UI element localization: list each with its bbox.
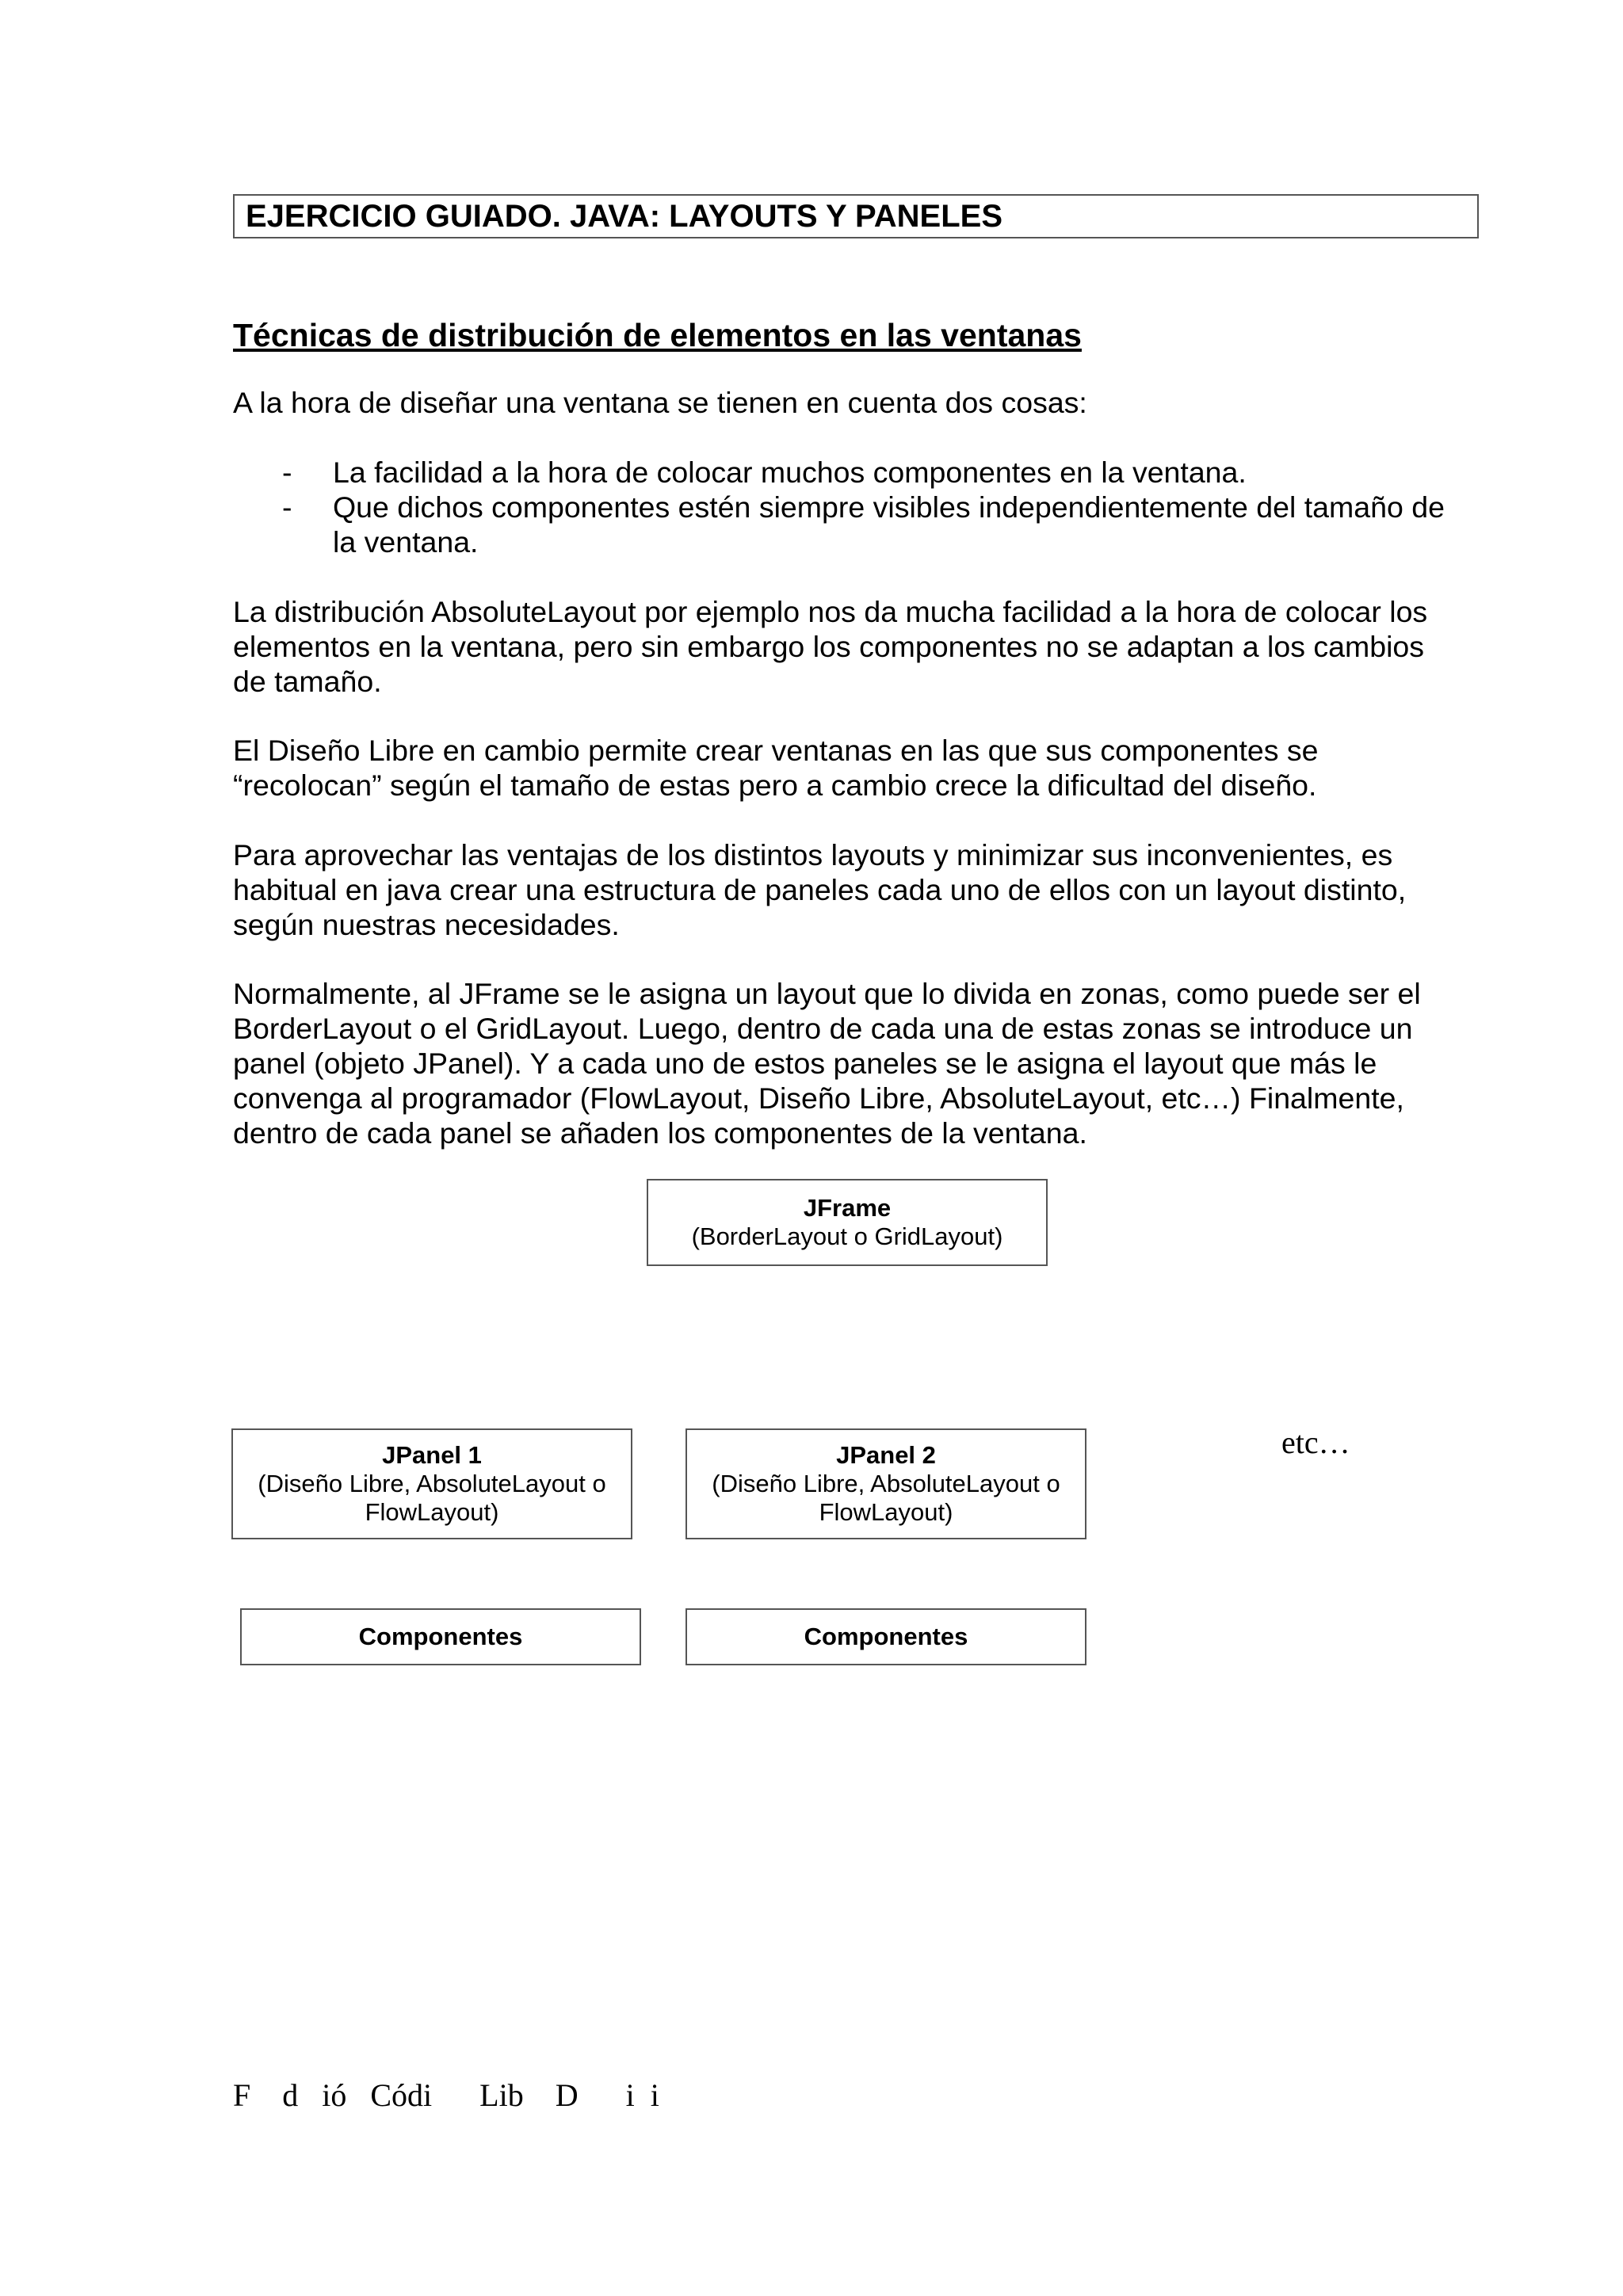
bullet-dash: - [282,456,292,489]
jpanel-1-label: JPanel 1 [382,1441,482,1469]
jpanel-2-label: JPanel 2 [836,1441,936,1469]
bullet-text: Que dichos componentes estén siempre visibles independientemente del tamaño de [333,490,1445,524]
bullet-text: La facilidad a la hora de colocar muchos componentes en la ventana. [333,456,1247,489]
etc-label: etc… [1281,1425,1350,1460]
document-title: EJERCICIO GUIADO. JAVA: LAYOUTS Y PANELES [233,194,1479,238]
components-1-box [240,1608,641,1665]
jpanel-1-box [231,1428,632,1539]
jpanel-2-layout-continued: FlowLayout) [819,1498,953,1526]
paragraph-jframe: Normalmente, al JFrame se le asigna un layout que lo divida en zonas, como puede ser el BorderLayout o el GridLayout. Luego, dentro de cada una de estas zonas se introduce un panel (objeto JPanel). Y a cada uno de estos paneles se le asigna el layout que más le convenga al programador (FlowLayout, Diseño Libre, AbsoluteLayout, etc…) Finalmente, dentro de cada panel se añaden los componentes de la ventana. [233,977,1421,1150]
intro-paragraph: A la hora de diseñar una ventana se tienen en cuenta dos cosas: [233,386,1087,419]
footer-text: F d ió Códi Lib D i i [233,2077,659,2113]
paragraph-layouts: Para aprovechar las ventajas de los distintos layouts y minimizar sus inconvenientes, es habitual en java crear una estructura de paneles cada uno de ellos con un layout distinto, según nuestras necesidades. [233,838,1407,941]
components-2-box [685,1608,1086,1665]
jpanel-1-layout-continued: FlowLayout) [365,1498,499,1526]
bullet-item-2 [282,490,1471,559]
jpanel-2-layout: (Diseño Libre, AbsoluteLayout o [712,1470,1060,1497]
components-1-label: Componentes [358,1623,523,1650]
bullet-dash: - [282,490,292,524]
jpanel-1-layout: (Diseño Libre, AbsoluteLayout o [258,1470,606,1497]
jframe-label: JFrame [803,1194,892,1222]
jpanel-2-box [685,1428,1086,1539]
bullet-text-continued: la ventana. [333,525,479,559]
paragraph-diseno-libre: El Diseño Libre en cambio permite crear ventanas en las que sus componentes se “recolocan” según el tamaño de estas pero a cambio crece la dificultad del diseño. [233,734,1319,802]
jframe-layout: (BorderLayout o GridLayout) [691,1222,1003,1250]
jframe-box [647,1179,1048,1266]
section-heading: Técnicas de distribución de elementos en las ventanas [233,317,1082,353]
bullet-item-1 [282,455,1471,490]
paragraph-absolutelayout: La distribución AbsoluteLayout por ejemplo nos da mucha facilidad a la hora de colocar los elementos en la ventana, pero sin embargo los componentes no se adaptan a los cambios de tamaño. [233,595,1428,698]
components-2-label: Componentes [804,1623,968,1650]
